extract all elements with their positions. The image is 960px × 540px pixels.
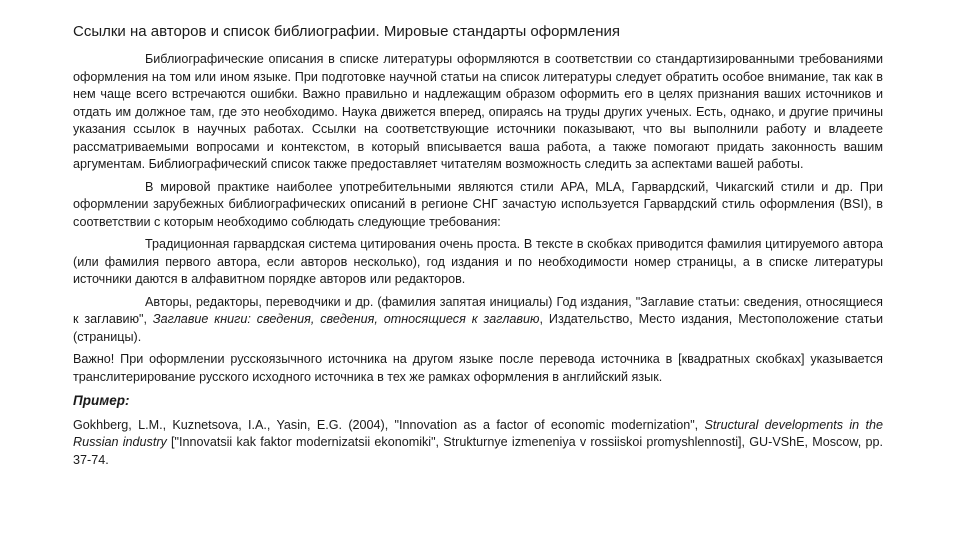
reference-format-start: Авторы, редакторы, переводчики и др. (фамилия запятая инициалы) Год издания, "Заглавие статьи: сведения, относящиеся к заглавию", (73, 294, 883, 326)
paragraph-bibliography-intro: Библиографические описания в списке литературы оформляются в соответствии со стандартизированными требованиями оформления на том или ином языке. При подготовке научной статьи на список литературы следует обратить особое внимание, так как в нем чаще всего встречаются ошибки. Важно правильно и надлежащим образом оформить его в целях признания ваших источников и отдать им должное там, где это необходимо. Наука движется вперед, опираясь на труды других ученых. Есть, однако, и другие причины указания ссылок в научных работах. Ссылки на соответствующие источники показывают, что вы выполнили работу и владеете рассматриваемыми вопросами и контекстом, в который вписывается ваша работа, а также помогают придать законность вашим аргументам. Библиографический список также предоставляет читателям возможность следить за аспектами вашей работы. (73, 52, 883, 171)
reference-format-end: , Издательство, Место издания, Местоположение статьи (страницы). (73, 312, 884, 344)
slide-body (73, 51, 883, 474)
example-reference (73, 417, 883, 470)
example-label: Пример: (73, 393, 130, 408)
paragraph-citation-styles: В мировой практике наиболее употребительными являются стили APA, MLA, Гарвардский, Чикагский стили и др. При оформлении зарубежных библиографических описаний в регионе СНГ зачастую используется Гарвардский стиль оформления (BSI), в соответствии с которым необходимо соблюдать следующие требования: (73, 179, 883, 229)
reference-format-book-title: Заглавие книги: сведения, сведения, относящиеся к заглавию (152, 312, 540, 326)
paragraph-reference-format (73, 294, 883, 347)
example-reference-start: Gokhberg, L.M., Kuznetsova, I.A., Yasin, E.G. (2004), "Innovation as a factor of economic modernization", (73, 417, 705, 432)
example-reference-book-title: Structural developments in the Russian industry (73, 417, 883, 449)
slide-title: Ссылки на авторов и список библиографии. Мировые стандарты оформления (73, 23, 620, 40)
paragraph-harvard-system: Традиционная гарвардская система цитирования очень проста. В тексте в скобках приводится фамилия цитируемого автора (или фамилия первого автора, если авторов несколько), год издания и по необходимости номер страницы, а в списке литературы источники даются в алфавитном порядке авторов или редакторов. (73, 237, 883, 286)
example-reference-end: ["Innovatsii kak faktor modernizatsii ekonomiki", Strukturnye izmeneniya v rossiiskoi promyshlennosti], GU-VShE, Moscow, pp. 37-74. (73, 435, 883, 467)
paragraph-important-note: Важно! При оформлении русскоязычного источника на другом языке после перевода источника в [квадратных скобках] указывается транслитерирование русского исходного источника в тех же рамках оформления в английский язык. (73, 352, 883, 384)
